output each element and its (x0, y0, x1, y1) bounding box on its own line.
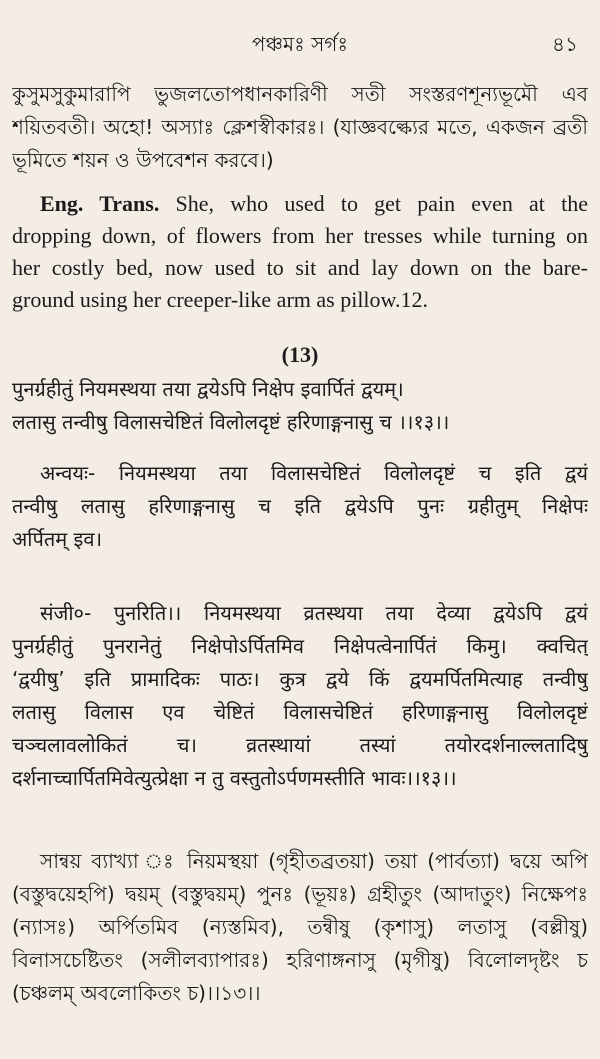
anvaya-label: अन्वयः- (40, 461, 96, 485)
page-header (0, 30, 600, 58)
text-line: (চঞ্চলম্ অবলোকিতং চ)।।১৩।। (12, 981, 261, 1005)
sanvaya-label: সান্বয় ব্যাখ্যা ঃ (40, 849, 178, 873)
text-line: तन्वीषु लतासु हरिणाङ्गनासु च इति द्वयेऽपि पुनः ग्रहीतुम् निक्षेपः (12, 494, 588, 518)
text-line: dropping down, of flowers from her tresses while turning on (12, 223, 588, 248)
eng-trans-label: Eng. Trans. (40, 191, 160, 216)
verse-number: (13) (281, 342, 319, 367)
sanjivani-commentary (12, 597, 588, 795)
text-line: चञ्चलावलोकितं च। व्रतस्थायां तस्यां तयोरदर्शनाल्लतादिषु (12, 733, 588, 757)
text-line: Eng. Trans. She, who used to get pain even at the (40, 191, 588, 216)
chapter-title: পঞ্চমঃ সর্গঃ (251, 32, 349, 56)
text-line: पुनर्ग्रहीतुं पुनरानेतुं निक्षेपोऽर्पितमिव निक्षेपत्वेनार्पितं किमु। क्वचित् (12, 634, 588, 658)
text-line: her costly bed, now used to sit and lay down on the bare- (12, 255, 588, 280)
text-line: ground using her creeper-like arm as pillow.12. (12, 287, 429, 312)
text-line: (ন্যাসঃ) অর্পিতমিব (ন্যস্তমিব), তন্বীষু (কৃশাসু) লতাসু (বল্লীষু) (12, 915, 588, 939)
text-line: अर्पितम् इव। (12, 527, 103, 551)
text-line: বিলাসচেষ্টিতং (সলীলব্যাপারঃ) হরিণাঙ্গনাসু (মৃগীষু) বিলোলদৃষ্টং চ (12, 948, 588, 972)
text-line: लतासु विलास एव चेष्टितं विलासचेष्टितं हरिणाङ्गनासु विलोलदृष्टं (12, 700, 588, 724)
verse-line: पुनर्ग्रहीतुं नियमस्थया तया द्वयेऽपि निक्षेप इवार्पितं द्वयम्। (12, 377, 404, 401)
sanvaya-vyakhya (12, 845, 588, 1010)
sanskrit-verse (12, 373, 588, 439)
text-line: ভূমিতে শয়ন ও উপবেশন করবে।) (12, 148, 274, 172)
page-number: ৪১ (552, 32, 578, 56)
text-line: अन्वयः- नियमस्थया तया विलासचेष्टितं विलोलदृष्टं च इति द्वयं (40, 461, 588, 485)
anvaya-section (12, 457, 588, 556)
text-line: (বস্তুদ্বয়েহপি) দ্বয়ম্ (বস্তুদ্বয়ম্) পুনঃ (ভূয়ঃ) গ্রহীতুং (আদাতুং) নিক্ষেপঃ (12, 882, 588, 906)
text-line: সান্বয় ব্যাখ্যা ঃ নিয়মস্থয়া (গৃহীতব্রতয়া) তয়া (পার্বত্যা) দ্বয়ে অপি (40, 849, 588, 873)
bengali-intro-paragraph (12, 78, 588, 177)
text-line: কুসুমসুকুমারাপি ভুজলতোপধানকারিণী সতী সংস্তরণশূন্যভূমৌ এব (12, 82, 588, 106)
verse-line: लतासु तन्वीषु विलासचेष्टितं विलोलदृष्टं हरिणाङ्गनासु च ।।१३।। (12, 410, 450, 434)
english-translation (12, 188, 588, 316)
text-line: दर्शनाच्चार्पितमिवेत्युत्प्रेक्षा न तु वस्तुतोऽर्पणमस्तीति भावः।।१३।। (12, 766, 457, 790)
text-line: संजी०- पुनरिति।। नियमस्थया व्रतस्थया तया देव्या द्वयेऽपि द्वयं (40, 601, 588, 625)
sanjivani-label: संजी०- (40, 601, 92, 625)
text-line: শয়িতবতী। অহো! অস্যাঃ ক্লেশস্বীকারঃ। (যাজ্ঞবল্ক্যের মতে, একজন ব্রতী (12, 115, 588, 139)
text-line: ‘द्वयीषु’ इति प्रामादिकः पाठः। कुत्र द्वये किं द्वयमर्पितमित्याह तन्वीषु (12, 667, 588, 691)
